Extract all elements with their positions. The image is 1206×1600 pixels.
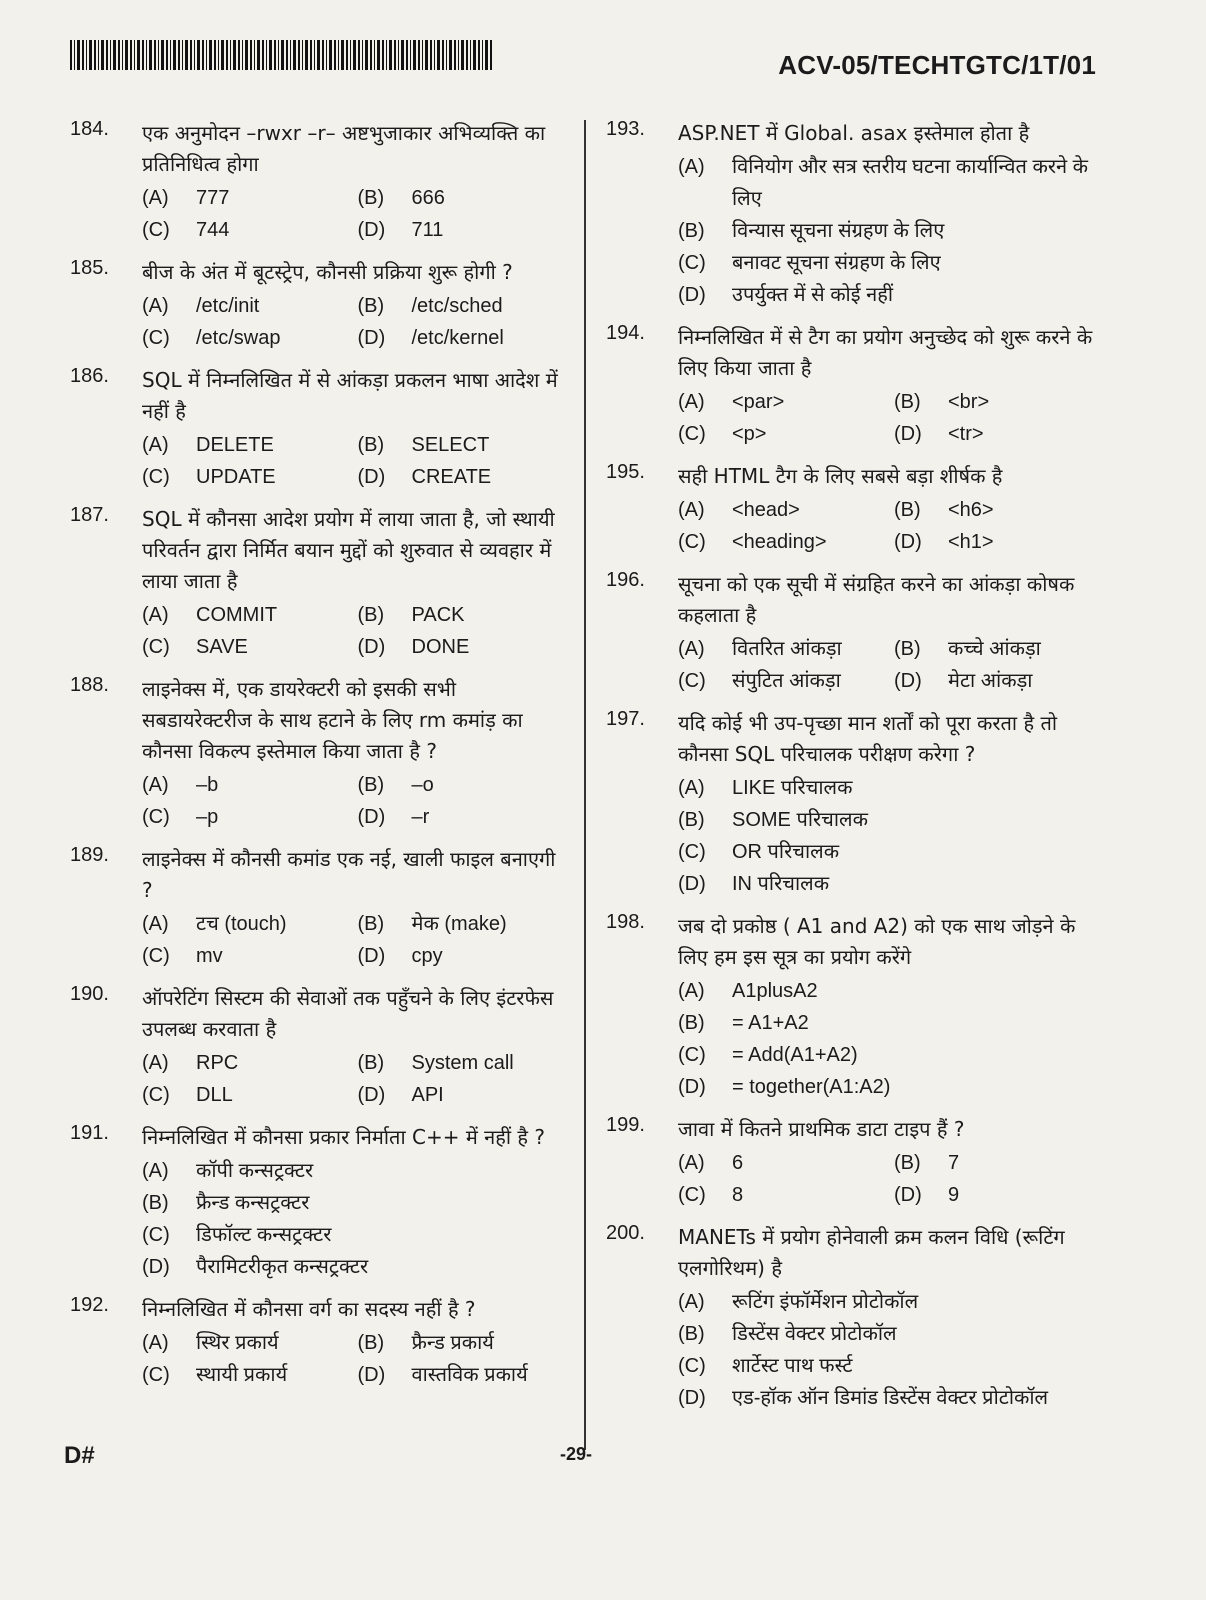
options bbox=[142, 182, 565, 246]
options bbox=[142, 1327, 565, 1391]
option-text: 711 bbox=[411, 219, 444, 241]
option-label: (D) bbox=[894, 1184, 922, 1206]
option-item bbox=[358, 1079, 566, 1111]
option-text: 8 bbox=[732, 1184, 744, 1206]
option-item bbox=[142, 1251, 565, 1283]
options bbox=[678, 1286, 1102, 1414]
option-item bbox=[678, 151, 1102, 215]
option-text: संपुटित आंकड़ा bbox=[732, 670, 841, 692]
option-text: IN परिचालक bbox=[732, 873, 830, 895]
option-label: (C) bbox=[142, 466, 170, 488]
question-198 bbox=[606, 911, 1102, 1103]
option-item bbox=[678, 836, 1102, 868]
option-label: (B) bbox=[678, 220, 705, 242]
option-item bbox=[678, 494, 886, 526]
question-number: 187. bbox=[70, 504, 109, 526]
option-item bbox=[894, 494, 1102, 526]
option-item bbox=[678, 1007, 1102, 1039]
option-item bbox=[142, 1359, 350, 1391]
option-item bbox=[358, 1047, 566, 1079]
question-number: 191. bbox=[70, 1122, 109, 1144]
option-text: A1plusA2 bbox=[732, 980, 818, 1002]
question-number: 194. bbox=[606, 322, 645, 344]
option-text: DONE bbox=[411, 636, 470, 658]
option-item bbox=[142, 1155, 565, 1187]
option-label: (D) bbox=[357, 219, 386, 241]
option-label: (C) bbox=[678, 670, 706, 692]
option-text: 666 bbox=[411, 187, 445, 209]
options bbox=[678, 975, 1102, 1103]
option-item bbox=[678, 247, 1102, 279]
option-item bbox=[142, 801, 350, 833]
option-label: (D) bbox=[678, 284, 706, 306]
option-label: (B) bbox=[678, 1323, 705, 1345]
question-190 bbox=[70, 983, 565, 1111]
question-number: 200. bbox=[606, 1222, 645, 1244]
option-text: 7 bbox=[948, 1152, 960, 1174]
option-text: mv bbox=[196, 945, 223, 967]
option-text: टच (touch) bbox=[196, 913, 287, 935]
question-197 bbox=[606, 708, 1102, 900]
options bbox=[142, 1047, 565, 1111]
option-label: (B) bbox=[894, 1152, 921, 1174]
options bbox=[678, 772, 1102, 900]
option-item bbox=[358, 290, 566, 322]
option-label: (C) bbox=[678, 531, 706, 553]
option-label: (B) bbox=[678, 1012, 705, 1034]
option-label: (A) bbox=[678, 391, 705, 413]
question-192 bbox=[70, 1294, 565, 1391]
option-text: DLL bbox=[196, 1084, 233, 1106]
option-item bbox=[358, 214, 566, 246]
question-184 bbox=[70, 118, 565, 246]
option-text: 777 bbox=[196, 187, 230, 209]
option-item bbox=[678, 1039, 1102, 1071]
option-label: (B) bbox=[357, 604, 385, 626]
option-label: (A) bbox=[678, 777, 705, 799]
option-label: (A) bbox=[142, 1052, 169, 1074]
right-column bbox=[606, 118, 1102, 1425]
column-divider bbox=[584, 120, 586, 1450]
option-text: वितरित आंकड़ा bbox=[732, 638, 842, 660]
option-label: (A) bbox=[678, 980, 705, 1002]
question-text: लाइनेक्स में कौनसी कमांड एक नई, खाली फाइल बनाएगी ? bbox=[142, 847, 556, 902]
option-label: (A) bbox=[142, 774, 169, 796]
option-label: (B) bbox=[894, 638, 921, 660]
option-text: –o bbox=[411, 774, 434, 796]
option-text: स्थिर प्रकार्य bbox=[196, 1332, 279, 1354]
question-number: 184. bbox=[70, 118, 109, 140]
question-number: 185. bbox=[70, 257, 109, 279]
option-label: (A) bbox=[142, 1160, 169, 1182]
option-text: फ्रैन्ड प्रकार्य bbox=[411, 1332, 494, 1354]
option-item bbox=[894, 1147, 1102, 1179]
option-text: डिस्टेंस वेक्टर प्रोटोकॉल bbox=[732, 1323, 897, 1345]
options bbox=[142, 908, 565, 972]
options bbox=[678, 1147, 1102, 1211]
option-item bbox=[678, 386, 886, 418]
options bbox=[678, 386, 1102, 450]
question-191 bbox=[70, 1122, 565, 1283]
question-194 bbox=[606, 322, 1102, 450]
option-text: = together(A1:A2) bbox=[732, 1076, 891, 1098]
option-label: (D) bbox=[678, 1076, 706, 1098]
option-text: OR परिचालक bbox=[732, 841, 840, 863]
option-item bbox=[678, 1071, 1102, 1103]
option-text: 6 bbox=[732, 1152, 744, 1174]
option-text: कच्चे आंकड़ा bbox=[948, 638, 1041, 660]
option-text: RPC bbox=[196, 1052, 239, 1074]
question-text: यदि कोई भी उप-पृच्छा मान शर्तों को पूरा करता है तो कौनसा SQL परिचालक परीक्षण करेगा ? bbox=[678, 711, 1058, 766]
option-item bbox=[894, 386, 1102, 418]
option-text: –p bbox=[196, 806, 219, 828]
option-text: <tr> bbox=[948, 423, 984, 445]
options bbox=[678, 494, 1102, 558]
option-item bbox=[678, 1147, 886, 1179]
option-label: (D) bbox=[894, 531, 922, 553]
option-label: (B) bbox=[357, 913, 385, 935]
option-text: 744 bbox=[196, 219, 230, 241]
option-label: (B) bbox=[357, 774, 385, 796]
option-label: (B) bbox=[894, 499, 921, 521]
option-text: System call bbox=[411, 1052, 514, 1074]
options bbox=[678, 633, 1102, 697]
options bbox=[142, 429, 565, 493]
option-text: फ्रैन्ड कन्सट्रक्टर bbox=[196, 1192, 310, 1214]
option-item bbox=[678, 215, 1102, 247]
option-text: <h1> bbox=[948, 531, 994, 553]
option-label: (C) bbox=[678, 1184, 706, 1206]
option-item bbox=[358, 631, 566, 663]
option-label: (B) bbox=[357, 295, 385, 317]
option-item bbox=[142, 769, 350, 801]
option-label: (D) bbox=[357, 945, 386, 967]
option-text: <br> bbox=[948, 391, 990, 413]
option-item bbox=[358, 182, 566, 214]
option-text: API bbox=[411, 1084, 444, 1106]
option-item bbox=[678, 418, 886, 450]
option-label: (B) bbox=[357, 1332, 385, 1354]
question-200 bbox=[606, 1222, 1102, 1414]
options bbox=[142, 599, 565, 663]
option-item bbox=[142, 1187, 565, 1219]
option-item bbox=[142, 322, 350, 354]
option-label: (C) bbox=[142, 945, 170, 967]
question-text: ASP.NET में Global. asax इस्तेमाल होता है bbox=[678, 121, 1030, 145]
question-number: 189. bbox=[70, 844, 109, 866]
option-text: /etc/init bbox=[196, 295, 260, 317]
question-text: जब दो प्रकोष्ठ ( A1 and A2) को एक साथ जोड़ने के लिए हम इस सूत्र का प्रयोग करेंगे bbox=[678, 914, 1076, 969]
option-text: उपर्युक्त में से कोई नहीं bbox=[732, 284, 894, 306]
option-text: SAVE bbox=[196, 636, 248, 658]
option-label: (A) bbox=[142, 1332, 169, 1354]
option-label: (C) bbox=[142, 806, 170, 828]
option-item bbox=[142, 599, 350, 631]
option-item bbox=[678, 1318, 1102, 1350]
option-label: (C) bbox=[678, 1044, 706, 1066]
option-item bbox=[142, 182, 350, 214]
option-label: (A) bbox=[678, 499, 705, 521]
question-185 bbox=[70, 257, 565, 354]
question-187 bbox=[70, 504, 565, 663]
option-item bbox=[678, 868, 1102, 900]
option-label: (A) bbox=[678, 1291, 705, 1313]
option-item bbox=[358, 801, 566, 833]
option-item bbox=[358, 1359, 566, 1391]
option-label: (A) bbox=[678, 1152, 705, 1174]
option-item bbox=[678, 772, 1102, 804]
option-item bbox=[358, 940, 566, 972]
option-label: (A) bbox=[142, 434, 169, 456]
option-item bbox=[358, 599, 566, 631]
question-text: एक अनुमोदन –rwxr –r– अष्टभुजाकार अभिव्यक्ति का प्रतिनिधित्व होगा bbox=[142, 121, 546, 176]
options bbox=[142, 290, 565, 354]
option-text: मेटा आंकड़ा bbox=[948, 670, 1033, 692]
booklet-series: D# bbox=[64, 1442, 95, 1469]
option-label: (A) bbox=[142, 913, 169, 935]
option-text: <par> bbox=[732, 391, 785, 413]
option-item bbox=[678, 665, 886, 697]
option-label: (A) bbox=[142, 604, 169, 626]
option-label: (C) bbox=[142, 1084, 170, 1106]
option-label: (D) bbox=[357, 1084, 386, 1106]
option-text: कॉपी कन्सट्रक्टर bbox=[196, 1160, 314, 1182]
option-text: बनावट सूचना संग्रहण के लिए bbox=[732, 252, 941, 274]
question-text: जावा में कितने प्राथमिक डाटा टाइप हैं ? bbox=[678, 1117, 965, 1141]
option-text: <heading> bbox=[732, 531, 827, 553]
option-item bbox=[142, 631, 350, 663]
option-label: (D) bbox=[894, 423, 922, 445]
option-label: (B) bbox=[678, 809, 705, 831]
option-text: –r bbox=[411, 806, 430, 828]
option-item bbox=[894, 633, 1102, 665]
option-item bbox=[894, 526, 1102, 558]
question-number: 199. bbox=[606, 1114, 645, 1136]
option-label: (D) bbox=[142, 1256, 170, 1278]
question-text: MANETs में प्रयोग होनेवाली क्रम कलन विधि (रूटिंग एलगोरिथम) है bbox=[678, 1225, 1065, 1280]
option-text: मेक (make) bbox=[411, 913, 507, 935]
option-label: (C) bbox=[142, 1224, 170, 1246]
option-text: एड-हॉक ऑन डिमांड डिस्टेंस वेक्टर प्रोटोकॉल bbox=[732, 1387, 1049, 1409]
option-item bbox=[678, 1350, 1102, 1382]
option-label: (B) bbox=[894, 391, 921, 413]
option-text: /etc/kernel bbox=[411, 327, 504, 349]
option-label: (B) bbox=[357, 187, 385, 209]
option-item bbox=[358, 322, 566, 354]
question-195 bbox=[606, 461, 1102, 558]
option-text: विन्यास सूचना संग्रहण के लिए bbox=[732, 220, 945, 242]
option-text: PACK bbox=[411, 604, 465, 626]
option-label: (D) bbox=[357, 466, 386, 488]
option-text: डिफॉल्ट कन्सट्रक्टर bbox=[196, 1224, 332, 1246]
option-text: वास्तविक प्रकार्य bbox=[411, 1364, 528, 1386]
option-item bbox=[142, 461, 350, 493]
option-text: /etc/sched bbox=[411, 295, 503, 317]
option-label: (C) bbox=[678, 841, 706, 863]
question-number: 186. bbox=[70, 365, 109, 387]
question-text: लाइनेक्स में, एक डायरेक्टरी को इसकी सभी सबडायरेक्टरीज के साथ हटाने के लिए rm कमांड़ का कौनसा विकल्प इस्तेमाल किया जाता है ? bbox=[142, 677, 523, 763]
option-label: (C) bbox=[142, 636, 170, 658]
option-text: <h6> bbox=[948, 499, 994, 521]
question-number: 192. bbox=[70, 1294, 109, 1316]
option-label: (D) bbox=[357, 1364, 386, 1386]
option-text: स्थायी प्रकार्य bbox=[196, 1364, 288, 1386]
option-label: (C) bbox=[142, 1364, 170, 1386]
option-label: (A) bbox=[142, 295, 169, 317]
option-item bbox=[894, 1179, 1102, 1211]
option-item bbox=[142, 214, 350, 246]
option-text: SELECT bbox=[411, 434, 490, 456]
question-text: SQL में निम्नलिखित में से आंकड़ा प्रकलन भाषा आदेश में नहीं है bbox=[142, 368, 558, 423]
option-item bbox=[358, 461, 566, 493]
option-label: (D) bbox=[357, 327, 386, 349]
question-text: निम्नलिखित में कौनसा प्रकार निर्माता C++ में नहीं है ? bbox=[142, 1125, 545, 1149]
question-186 bbox=[70, 365, 565, 493]
option-text: <p> bbox=[732, 423, 767, 445]
option-text: /etc/swap bbox=[196, 327, 281, 349]
options bbox=[142, 769, 565, 833]
option-item bbox=[142, 1047, 350, 1079]
question-number: 196. bbox=[606, 569, 645, 591]
option-text: cpy bbox=[411, 945, 443, 967]
option-item bbox=[142, 908, 350, 940]
option-label: (D) bbox=[678, 1387, 706, 1409]
question-text: निम्नलिखित में कौनसा वर्ग का सदस्य नहीं है ? bbox=[142, 1297, 476, 1321]
option-item bbox=[142, 429, 350, 461]
question-text: निम्नलिखित में से टैग का प्रयोग अनुच्छेद को शुरू करने के लिए किया जाता है bbox=[678, 325, 1093, 380]
option-label: (D) bbox=[357, 806, 386, 828]
option-text: LIKE परिचालक bbox=[732, 777, 853, 799]
option-item bbox=[894, 665, 1102, 697]
option-label: (D) bbox=[678, 873, 706, 895]
option-item bbox=[142, 940, 350, 972]
question-196 bbox=[606, 569, 1102, 697]
option-item bbox=[358, 769, 566, 801]
option-text: पैरामिटरीकृत कन्सट्रक्टर bbox=[196, 1256, 369, 1278]
option-label: (C) bbox=[678, 252, 706, 274]
option-label: (C) bbox=[678, 423, 706, 445]
option-item bbox=[678, 1179, 886, 1211]
option-label: (D) bbox=[894, 670, 922, 692]
option-text: 9 bbox=[948, 1184, 960, 1206]
question-number: 197. bbox=[606, 708, 645, 730]
option-text: DELETE bbox=[196, 434, 274, 456]
question-number: 195. bbox=[606, 461, 645, 483]
option-item bbox=[894, 418, 1102, 450]
option-label: (B) bbox=[357, 434, 385, 456]
option-label: (A) bbox=[142, 187, 169, 209]
option-text: <head> bbox=[732, 499, 800, 521]
option-label: (A) bbox=[678, 638, 705, 660]
question-number: 190. bbox=[70, 983, 109, 1005]
option-item bbox=[358, 908, 566, 940]
option-item bbox=[678, 975, 1102, 1007]
option-item bbox=[678, 804, 1102, 836]
question-number: 198. bbox=[606, 911, 645, 933]
question-text: ऑपरेटिंग सिस्टम की सेवाओं तक पहुँचने के लिए इंटरफेस उपलब्ध करवाता है bbox=[142, 986, 554, 1041]
question-text: सूचना को एक सूची में संग्रहित करने का आंकड़ा कोषक कहलाता है bbox=[678, 572, 1075, 627]
option-text: COMMIT bbox=[196, 604, 278, 626]
barcode bbox=[70, 40, 492, 70]
option-text: SOME परिचालक bbox=[732, 809, 868, 831]
option-text: रूटिंग इंफॉर्मेशन प्रोटोकॉल bbox=[732, 1291, 919, 1313]
option-text: = Add(A1+A2) bbox=[732, 1044, 858, 1066]
question-text: सही HTML टैग के लिए सबसे बड़ा शीर्षक है bbox=[678, 464, 1003, 488]
option-text: CREATE bbox=[411, 466, 492, 488]
question-text: SQL में कौनसा आदेश प्रयोग में लाया जाता है, जो स्थायी परिवर्तन द्वारा निर्मित बयान मुद्दों को शुरुवात से व्यवहार में लाया जाता है bbox=[142, 507, 555, 593]
option-text: = A1+A2 bbox=[732, 1012, 809, 1034]
option-label: (C) bbox=[678, 1355, 706, 1377]
option-item bbox=[358, 429, 566, 461]
option-item bbox=[678, 633, 886, 665]
question-189 bbox=[70, 844, 565, 972]
question-text: बीज के अंत में बूटस्ट्रेप, कौनसी प्रक्रिया शुरू होगी ? bbox=[142, 260, 513, 284]
option-label: (B) bbox=[142, 1192, 169, 1214]
option-item bbox=[678, 279, 1102, 311]
option-item bbox=[142, 1219, 565, 1251]
option-label: (C) bbox=[142, 327, 170, 349]
question-188 bbox=[70, 674, 565, 833]
option-text: विनियोग और सत्र स्तरीय घटना कार्यान्वित करने के लिए bbox=[732, 156, 1089, 210]
option-item bbox=[142, 1327, 350, 1359]
options bbox=[142, 1155, 565, 1283]
option-item bbox=[678, 1382, 1102, 1414]
option-item bbox=[678, 526, 886, 558]
option-label: (D) bbox=[357, 636, 386, 658]
option-text: शार्टेस्ट पाथ फर्स्ट bbox=[732, 1355, 853, 1377]
option-text: –b bbox=[196, 774, 219, 796]
option-text: UPDATE bbox=[196, 466, 276, 488]
question-193 bbox=[606, 118, 1102, 311]
option-item bbox=[142, 290, 350, 322]
question-number: 193. bbox=[606, 118, 645, 140]
option-item bbox=[142, 1079, 350, 1111]
question-199 bbox=[606, 1114, 1102, 1211]
document-code: ACV-05/TECHTGTC/1T/01 bbox=[778, 50, 1096, 80]
page-number: -29- bbox=[560, 1444, 593, 1464]
option-label: (C) bbox=[142, 219, 170, 241]
option-item bbox=[358, 1327, 566, 1359]
options bbox=[678, 151, 1102, 311]
option-label: (A) bbox=[678, 156, 705, 178]
left-column bbox=[70, 118, 565, 1402]
option-item bbox=[678, 1286, 1102, 1318]
option-label: (B) bbox=[357, 1052, 385, 1074]
question-number: 188. bbox=[70, 674, 109, 696]
